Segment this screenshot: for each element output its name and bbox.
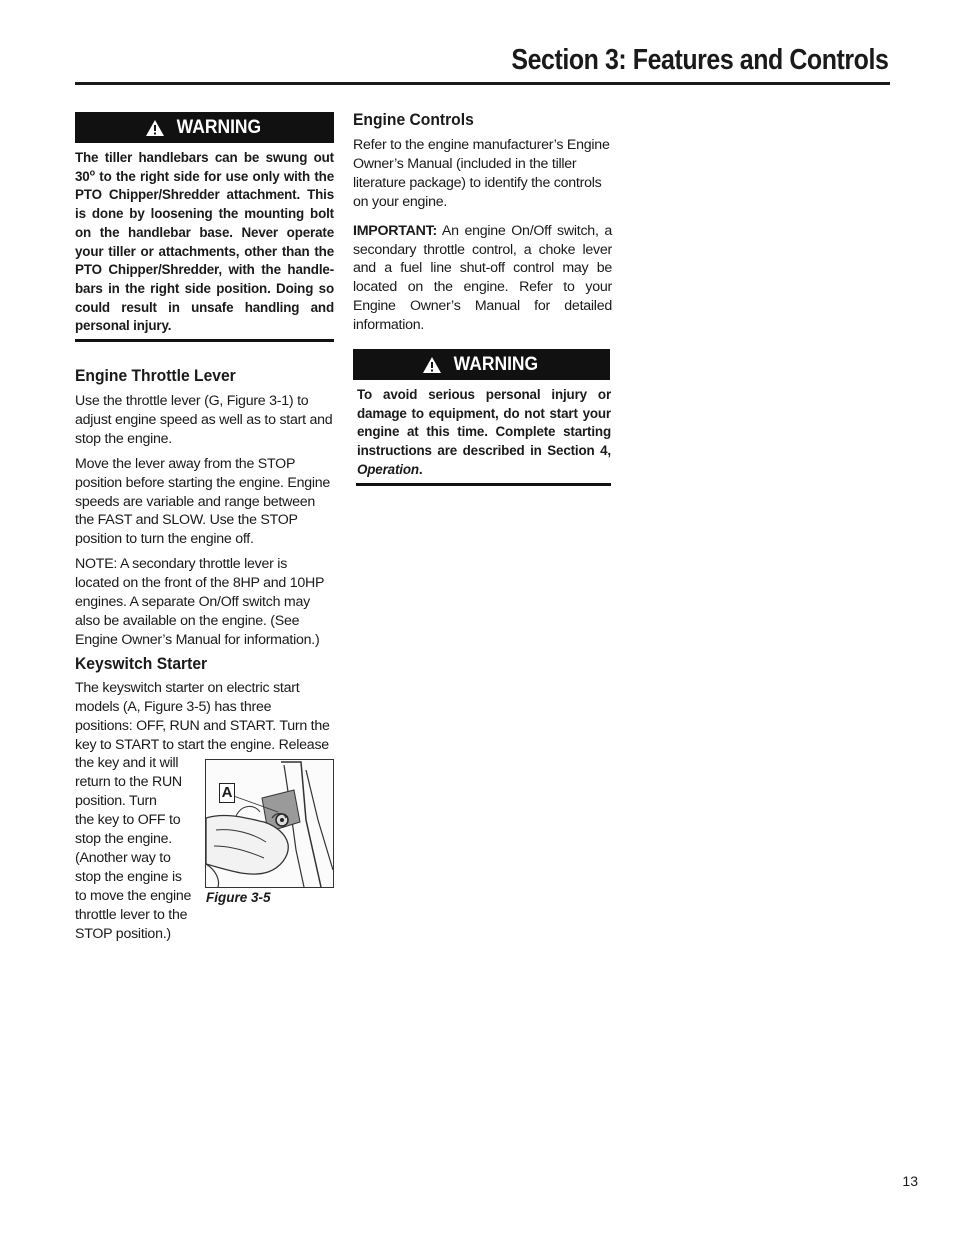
warning-triangle-icon <box>145 119 165 137</box>
warning-box-handlebar <box>75 112 334 342</box>
keyswitch-line: (Another way to <box>75 849 171 866</box>
keyswitch-line: throttle lever to the <box>75 906 188 923</box>
keyswitch-line: positions: OFF, RUN and START. Turn the <box>75 717 330 734</box>
middle-column <box>353 110 612 486</box>
keyswitch-line: position. Turn <box>75 793 157 810</box>
warning-label: WARNING <box>453 353 538 375</box>
keyswitch-line: return to the RUN <box>75 774 182 791</box>
warning-bottom-rule <box>356 483 611 486</box>
engine-controls-heading: Engine Controls <box>353 110 474 129</box>
figure-keyswitch-illustration <box>205 759 334 888</box>
keyswitch-line: STOP position.) <box>75 925 171 942</box>
warning-text: The tiller handlebars can be swung out 30$^o$ to the right side for use only with the PTO Chipper/Shredder attachment. This is done by loosening the mounting bolt on the handlebar base. Never operate your tiller or attachments, other than the PTO Chipper/Shredder, with the handle-bars in the right side position. Doing so could result in unsafe handling and personal injury. <box>75 150 334 334</box>
keyswitch-line: stop the engine. <box>75 831 172 848</box>
throttle-paragraph-2: Move the lever away from the STOP position before starting the engine. Engine speeds are variable and range between the FAST and SLOW. Use the STOP position to turn the engine off. <box>75 455 331 548</box>
keyswitch-line: the key and it will <box>75 755 179 772</box>
engine-throttle-heading: Engine Throttle Lever <box>75 366 236 386</box>
keyswitch-line: models (A, Figure 3-5) has three <box>75 698 272 715</box>
throttle-paragraph-1: Use the throttle lever (G, Figure 3-1) to adjust engine speed as well as to start and stop the engine. <box>75 393 333 447</box>
page-number: 13 <box>902 1173 918 1189</box>
figure-caption: Figure 3-5 <box>206 890 271 905</box>
warning-triangle-icon <box>422 356 442 374</box>
engine-controls-paragraph: Refer to the engine manufacturer’s Engine Owner’s Manual (included in the tiller literature package) to identify the controls on your engine. <box>353 137 610 210</box>
keyswitch-line: the key to OFF to <box>75 812 181 829</box>
figure-callout-label: A <box>219 783 235 803</box>
page-title: Section 3: Features and Controls <box>510 44 888 76</box>
important-paragraph: IMPORTANT: An engine On/Off switch, a secondary throttle control, a choke lever and a fuel line shut-off control may be located on the engine. Refer to your Engine Owner’s Manual for detailed information. <box>353 222 612 334</box>
header-rule <box>75 82 890 85</box>
keyswitch-heading: Keyswitch Starter <box>75 653 208 673</box>
keyswitch-line: The keyswitch starter on electric start <box>75 679 300 696</box>
important-label: IMPORTANT: <box>353 222 437 239</box>
warning-label: WARNING <box>176 116 261 138</box>
keyswitch-illustration-icon <box>206 760 333 887</box>
keyswitch-line: key to START to start the engine. Release <box>75 736 329 753</box>
throttle-note: NOTE: A secondary throttle lever is located on the front of the 8HP and 10HP engines. A separate On/Off switch may also be available on the engine. (See Engine Owner’s Manual for information.) <box>75 556 324 648</box>
warning-header <box>353 349 610 380</box>
warning-text: To avoid serious personal injury or damage to equipment, do not start your engine at this time. Complete starting instructions are described in Section 4, Operation. <box>357 387 611 477</box>
warning-header <box>75 112 334 143</box>
keyswitch-line: stop the engine is <box>75 868 182 885</box>
keyswitch-line: to move the engine <box>75 887 192 904</box>
warning-box-start-engine <box>353 349 612 486</box>
